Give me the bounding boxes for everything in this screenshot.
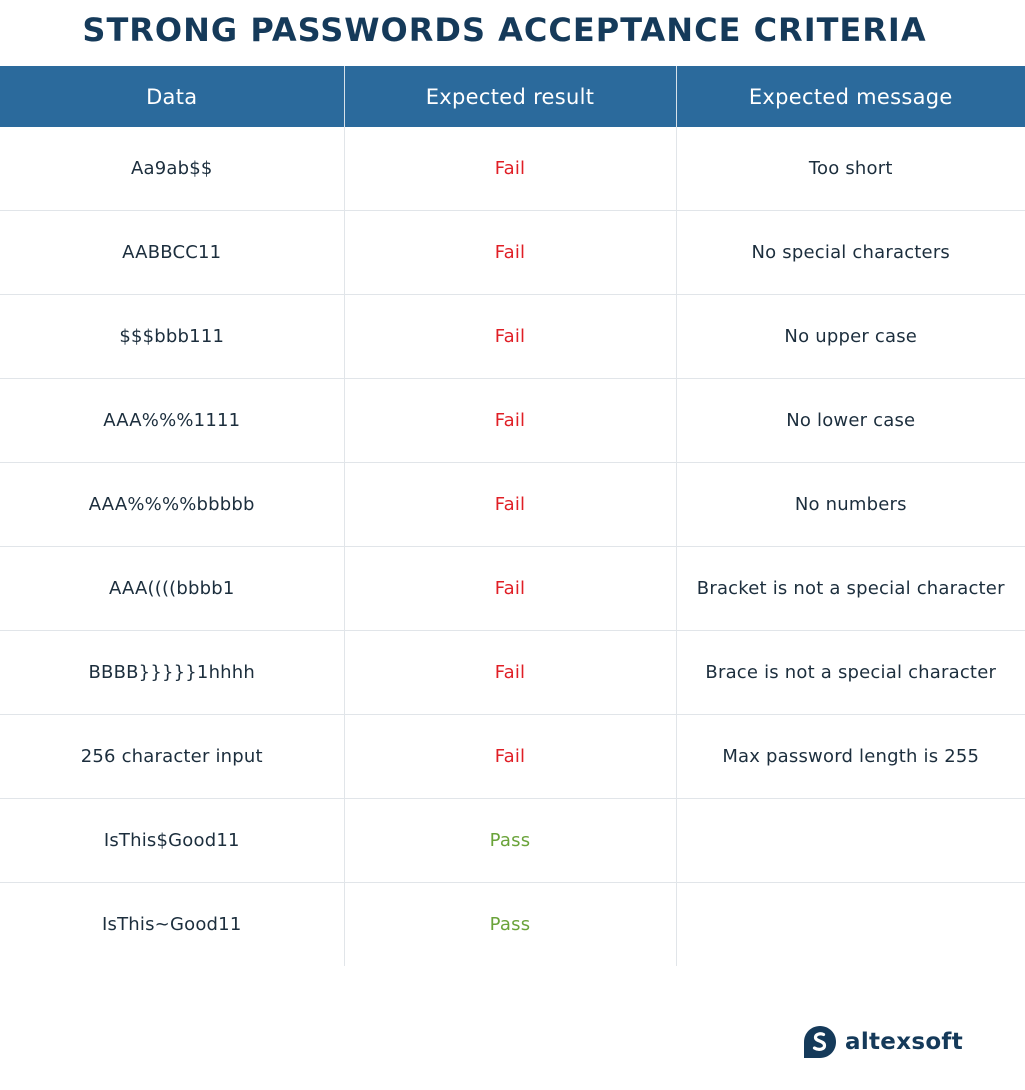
data-cell: AAA%%%1111: [0, 379, 344, 463]
data-cell: AAA((((bbbb1: [0, 547, 344, 631]
data-cell: AABBCC11: [0, 211, 344, 295]
result-cell: Fail: [344, 463, 676, 547]
page-title: STRONG PASSWORDS ACCEPTANCE CRITERIA: [82, 11, 927, 49]
message-cell: [676, 883, 1025, 967]
message-cell: No lower case: [676, 379, 1025, 463]
result-cell: Fail: [344, 127, 676, 211]
table-row: [0, 631, 1025, 715]
data-cell: $$$bbb111: [0, 295, 344, 379]
table-row: [0, 547, 1025, 631]
result-cell: Fail: [344, 631, 676, 715]
message-cell: Too short: [676, 127, 1025, 211]
table-row: [0, 211, 1025, 295]
table-row: [0, 715, 1025, 799]
data-cell: AAA%%%%bbbbb: [0, 463, 344, 547]
message-cell: No special characters: [676, 211, 1025, 295]
result-cell: Pass: [344, 799, 676, 883]
column-header-expected-result: Expected result: [344, 66, 676, 127]
result-cell: Fail: [344, 211, 676, 295]
message-cell: No upper case: [676, 295, 1025, 379]
message-cell: Bracket is not a special character: [676, 547, 1025, 631]
table-header-row: [0, 66, 1025, 127]
table-row: [0, 127, 1025, 211]
table-row: [0, 463, 1025, 547]
data-cell: 256 character input: [0, 715, 344, 799]
column-header-data: Data: [0, 66, 344, 127]
message-cell: No numbers: [676, 463, 1025, 547]
column-header-expected-message: Expected message: [676, 66, 1025, 127]
result-cell: Fail: [344, 715, 676, 799]
brand-logo: [803, 1025, 963, 1059]
data-cell: Aa9ab$$: [0, 127, 344, 211]
result-cell: Fail: [344, 295, 676, 379]
table-row: [0, 799, 1025, 883]
message-cell: [676, 799, 1025, 883]
result-cell: Fail: [344, 379, 676, 463]
result-cell: Fail: [344, 547, 676, 631]
altexsoft-logo-icon: [803, 1025, 837, 1059]
data-cell: IsThis~Good11: [102, 914, 242, 935]
table-row: [0, 379, 1025, 463]
result-cell: Pass: [344, 883, 676, 967]
acceptance-criteria-table: [0, 66, 1025, 966]
brand-name: altexsoft: [845, 1029, 964, 1055]
data-cell: BBBB}}}}}1hhhh: [0, 631, 344, 715]
message-cell: Max password length is 255: [676, 715, 1025, 799]
table-row: [0, 883, 1025, 967]
data-cell: IsThis$Good11: [0, 799, 344, 883]
message-cell: Brace is not a special character: [676, 631, 1025, 715]
table-row: [0, 295, 1025, 379]
